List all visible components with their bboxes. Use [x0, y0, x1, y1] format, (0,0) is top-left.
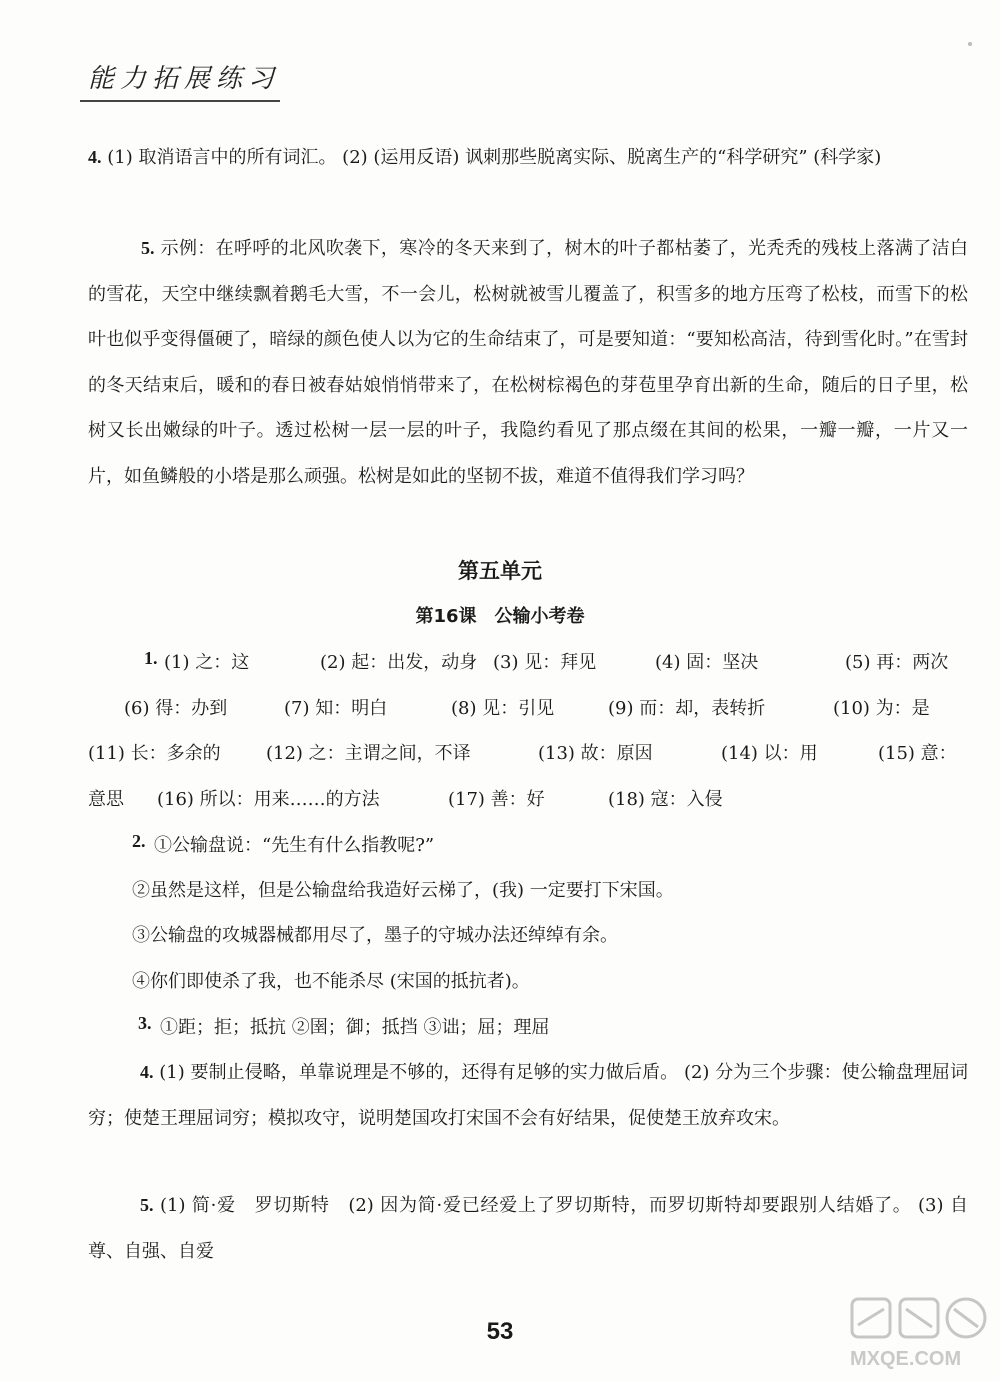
answer-a4-text: (1) 取消语言中的所有词汇。 (2) (运用反语) 讽刺那些脱离实际、脱离生产的“科学研究” (科学家): [107, 147, 882, 168]
answer-b5-number: 5.: [140, 1195, 154, 1215]
answer-a4-number: 4.: [88, 147, 102, 167]
translation-item: ②虽然是这样，但是公输盘给我造好云梯了，(我) 一定要打下宋国。: [132, 880, 674, 901]
translation-item: ④你们即使杀了我，也不能杀尽 (宋国的抵抗者)。: [132, 971, 530, 992]
gloss-item: (15) 意：: [878, 743, 957, 764]
gloss-item: 意思: [88, 789, 124, 810]
gloss-item: (16) 所以：用来……的方法: [157, 789, 380, 810]
gloss-item: (8) 见：引见: [451, 698, 555, 719]
answer-b5: [88, 1183, 968, 1274]
answer-b1-number: 1.: [144, 648, 158, 668]
gloss-item: (7) 知：明白: [284, 698, 388, 719]
answer-b4: [88, 1050, 968, 1141]
gloss-item: (1) 之：这: [164, 652, 250, 673]
scan-speck: [968, 42, 972, 46]
gloss-item: (3) 见：拜见: [493, 652, 597, 673]
gloss-item: (18) 寇：入侵: [608, 789, 723, 810]
watermark-graphic: [844, 1295, 994, 1375]
lesson-title: 第16课 公输小考卷: [415, 606, 585, 627]
watermark-text: MXQE.COM: [850, 1348, 962, 1370]
translation-item: ③公输盘的攻城器械都用尽了，墨子的守城办法还绰绰有余。: [132, 925, 618, 946]
answer-a5-number: 5.: [141, 238, 155, 258]
gloss-item: (13) 故：原因: [538, 743, 653, 764]
answer-b4-number: 4.: [140, 1062, 154, 1082]
answer-b5-text: (1) 简·爱 罗切斯特 (2) 因为简·爱已经爱上了罗切斯特，而罗切斯特却要跟别人结婚了。 (3) 自尊、自强、自爱: [88, 1195, 968, 1262]
gloss-item: (17) 善：好: [448, 789, 545, 810]
gloss-item: (14) 以：用: [721, 743, 818, 764]
gloss-item: (5) 再：两次: [845, 652, 949, 673]
answer-b3-text: ①距；拒；抵抗 ②圉；御；抵挡 ③诎；屈；理屈: [160, 1017, 550, 1038]
running-header: 能力拓展练习: [88, 64, 281, 94]
answer-a5-text: 示例：在呼呼的北风吹袭下，寒冷的冬天来到了，树木的叶子都枯萎了，光秃秃的残枝上落满了洁白的雪花，天空中继续飘着鹅毛大雪，不一会儿，松树就被雪儿覆盖了，积雪多的地方压弯了松枝，而雪下的松叶也似乎变得僵硬了，暗绿的颜色使人以为它的生命结束了，可是要知道：“要知松高洁，待到雪化时。”在雪封的冬天结束后，暖和的春日被春姑娘悄悄带来了，在松树棕褐色的芽苞里孕育出新的生命，随后的日子里，松树又长出嫩绿的叶子。透过松树一层一层的叶子，我隐约看见了那点缀在其间的松果，一瓣一瓣，一片又一片，如鱼鳞般的小塔是那么顽强。松树是如此的坚韧不拔，难道不值得我们学习吗？: [88, 238, 968, 487]
gloss-item: (4) 固：坚决: [655, 652, 759, 673]
answer-b4-text: (1) 要制止侵略，单靠说理是不够的，还得有足够的实力做后盾。 (2) 分为三个步骤：使公输盘理屈词穷；使楚王理屈词穷；模拟攻守，说明楚国攻打宋国不会有好结果，促使楚王放弃攻宋。: [88, 1062, 968, 1129]
gloss-item: (11) 长：多余的: [88, 743, 221, 764]
gloss-item: (2) 起：出发，动身: [320, 652, 478, 673]
header-underline: [80, 100, 280, 102]
site-watermark-logo: [844, 1295, 994, 1375]
page-number: 53: [486, 1318, 514, 1345]
unit-title: 第五单元: [458, 559, 542, 583]
answer-b3-number: 3.: [138, 1013, 152, 1033]
translation-item: ①公输盘说：“先生有什么指教呢?”: [154, 835, 435, 856]
answer-a4: [88, 135, 968, 181]
answer-a5: [88, 226, 968, 499]
answer-b2-number: 2.: [132, 831, 146, 851]
gloss-item: (6) 得：办到: [124, 698, 228, 719]
gloss-item: (10) 为：是: [833, 698, 930, 719]
gloss-item: (9) 而：却，表转折: [608, 698, 766, 719]
gloss-item: (12) 之：主谓之间，不译: [266, 743, 471, 764]
